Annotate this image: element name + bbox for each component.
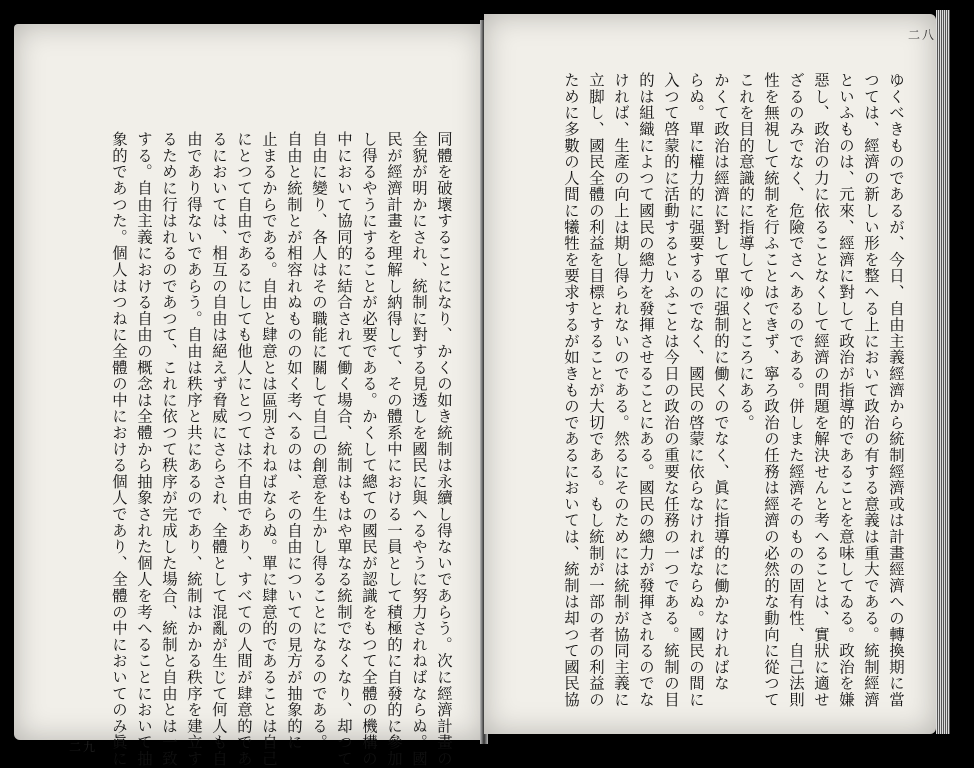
left-page-body xyxy=(106,131,456,767)
text-line: し得るやうにすることが必要である。かくして總ての國民が認識をもつて全體の機構の xyxy=(360,131,378,767)
text-line: るために行はれるのであつて、これに依つて秩序が完成した場合、統制と自由とは一致 xyxy=(160,131,178,767)
text-line: ざるのみでなく、危險でさへあるのである。併しまた經濟そのものの固有性、自己法則 xyxy=(787,72,805,708)
text-line: 立脚し、國民全體の利益を目標とすることが大切である。もし統制が一部の者の利益の xyxy=(587,72,605,708)
text-line: 自由に變り、各人はその職能に關して自己の創意を生かし得ることになるのである。 xyxy=(310,131,328,751)
text-line: ければ、生產の向上は期し得られないのである。然るにそのためには統制が協同主義に xyxy=(612,72,630,708)
page-number: 二九 xyxy=(69,740,98,754)
text-line: ゆくべきものであるが、今日、自由主義經濟から統制經濟或は計畫經濟への轉換期に當 xyxy=(887,72,905,708)
right-page-body xyxy=(558,72,908,708)
left-page xyxy=(14,24,484,767)
right-page xyxy=(484,14,936,734)
text-line: 象的であつた。個人はつねに全體の中における個人であり、全體の中においてのみ眞に xyxy=(110,131,128,767)
text-line: する。自由主義における自由の概念は全體から抽象された個人を考へることにおいて抽 xyxy=(135,131,153,767)
text-line: 入つて啓蒙的に活動するといふことは今日の政治の重要な任務の一つである。統制の目 xyxy=(662,72,680,708)
text-line: 惡し、政治の力に依ることなくして經濟の問題を解決せんと考へることは、實狀に適せ xyxy=(812,72,830,708)
text-line: らぬ。單に權力的に强要するのでなく、國民の啓蒙に依らなければならぬ。國民の間に xyxy=(687,72,705,708)
text-line: これを目的意識的に指導してゆくところにある。 xyxy=(737,72,755,431)
text-line: 性を無視して統制を行ふことはできず、寧ろ政治の任務は經濟の必然的な動向に從つて xyxy=(762,72,780,708)
text-line: 同體を破壞することになり、かくの如き統制は永續し得ないであらう。次に經濟計畫の xyxy=(435,131,453,767)
text-line: 民が經濟計畫を理解し納得して、その體系中における一員として積極的に自發的に參加 xyxy=(385,131,403,767)
text-line: といふものは、元來、經濟に對して政治が指導的であることを意味してゐる。政治を嫌 xyxy=(837,72,855,708)
page-stack-edge xyxy=(936,10,950,734)
text-line: 自由と統制とが相容れぬものの如く考へるのは、その自由についての見方が抽象的に xyxy=(285,131,303,751)
text-line: ために多數の人間に犧牲を要求するが如きものであるにおいては、統制は却つて國民協 xyxy=(562,72,580,708)
text-line: 止まるからである。自由と肆意とは區別されねばならぬ。單に肆意的であることは自己 xyxy=(260,131,278,767)
text-line: 全貌が明かにされ、統制に對する見透しを國民に與へるやうに努力されねばならぬ。國 xyxy=(410,131,428,767)
text-line: にとつて自由であるにしても他人にとつては不自由であり、すべての人間が肆意的であ xyxy=(235,131,253,767)
text-line: 的は組織によつて國民の總力を發揮させることにある。國民の總力が發揮されるのでな xyxy=(637,72,655,708)
text-line: 由であり得ないであらう。自由は秩序と共にあるのであり、統制はかかる秩序を建立す xyxy=(185,131,203,767)
text-line: かくて政治は經濟に對して單に强制的に働くのでなく、眞に指導的に働かなければな xyxy=(712,72,730,692)
text-line: 中において協同的に結合されて働く場合、統制はもはや單なる統制でなくなり、却つて xyxy=(335,131,353,767)
text-line: つては、經濟の新しい形を整へる上において政治の有する意義は重大である。統制經濟 xyxy=(862,72,880,708)
page-number: 二八 xyxy=(908,28,937,42)
text-line: るにおいては、相互の自由は絕えず脅威にさらされ、全體として混亂が生じて何人も自 xyxy=(210,131,228,767)
